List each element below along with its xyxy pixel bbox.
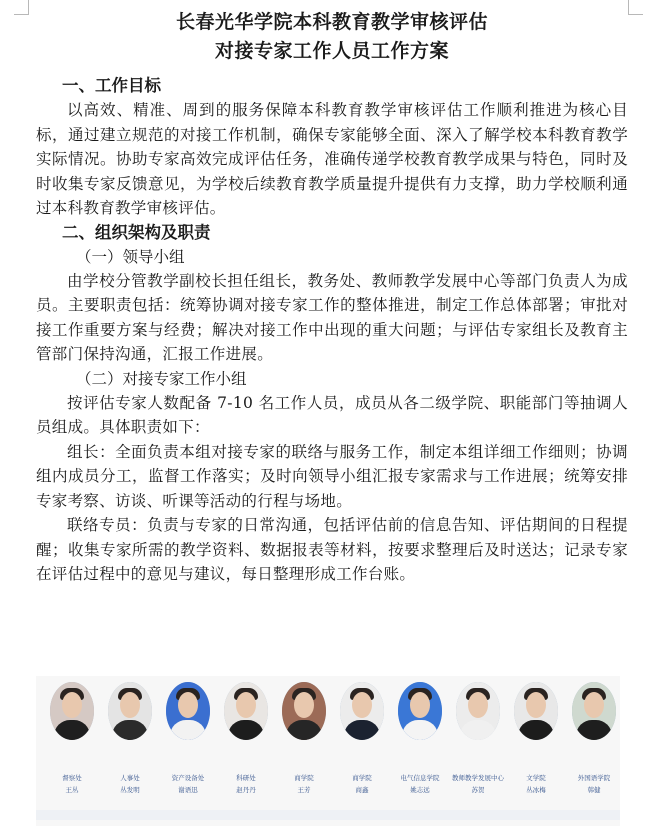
staff-name: 苏贺	[471, 786, 485, 794]
staff-name: 王芳	[297, 786, 311, 794]
liaison-paragraph: 联络专员：负责与专家的日常沟通，包括评估前的信息告知、评估期间的日程提醒；收集专家所需的教学资料、数据报表等材料，按要求整理后及时送达；记录专家在评估过程中的意见与建议，每日整理形成工作台账。	[36, 516, 628, 583]
staff-role: 教师教学发展中心	[452, 774, 504, 782]
staff-name: 姚志远	[410, 786, 430, 794]
staff-card	[449, 676, 507, 800]
staff-role: 督察处	[62, 774, 82, 782]
staff-photo	[514, 682, 558, 740]
document-title-line1: 长春光华学院本科教育教学审核评估	[175, 11, 488, 33]
document-body	[36, 8, 628, 587]
staff-card	[391, 676, 449, 800]
staff-photo-strip	[36, 676, 620, 826]
staff-card	[217, 676, 275, 800]
subsection2-heading: （二）对接专家工作小组	[76, 369, 247, 388]
staff-name: 谢语迅	[178, 786, 198, 794]
staff-card	[333, 676, 391, 800]
section1-paragraph: 以高效、精准、周到的服务保障本科教育教学审核评估工作顺利推进为核心目标，通过建立规范的对接工作机制，确保专家能够全面、深入了解学校本科教育教学实际情况。协助专家高效完成评估任务，准确传递学校教育教学成果与特色，同时及时收集专家反馈意见，为学校后续教育教学质量提升提供有力支撑，助力学校顺利通过本科教育教学审核评估。	[36, 101, 628, 217]
staff-card	[159, 676, 217, 800]
page-corner-mark-right	[628, 0, 643, 15]
staff-photo	[340, 682, 384, 740]
subsection1-paragraph: 由学校分管教学副校长担任组长，教务处、教师教学发展中心等部门负责人为成员。主要职责包括：统筹协调对接专家工作的整体推进，制定工作总体部署；审批对接工作重要方案与经费；解决对接工作中出现的重大问题；与评估专家组长及教育主管部门保持沟通，汇报工作进展。	[36, 271, 628, 363]
staff-role: 商学院	[294, 774, 314, 782]
section2-heading: 二、组织架构及职责	[62, 222, 211, 242]
staff-photo	[224, 682, 268, 740]
staff-card	[101, 676, 159, 800]
staff-card	[507, 676, 565, 800]
staff-role: 资产设备处	[171, 774, 205, 782]
staff-role: 商学院	[352, 774, 372, 782]
staff-role: 文学院	[526, 774, 546, 782]
staff-role: 人事处	[120, 774, 140, 782]
staff-card	[565, 676, 623, 800]
document-title-line2: 对接专家工作人员工作方案	[214, 40, 449, 62]
staff-photo	[282, 682, 326, 740]
staff-name: 丛冰梅	[526, 786, 546, 794]
staff-role: 科研处	[236, 774, 256, 782]
photo-strip-footer	[36, 810, 620, 820]
subsection2-paragraph: 按评估专家人数配备 7-10 名工作人员，成员从各二级学院、职能部门等抽调人员组成。具体职责如下：	[36, 393, 628, 436]
staff-name: 赵丹丹	[236, 786, 256, 794]
staff-name: 商鑫	[355, 786, 369, 794]
staff-photo	[456, 682, 500, 740]
staff-photo	[572, 682, 616, 740]
staff-photo	[398, 682, 442, 740]
staff-card	[43, 676, 101, 800]
staff-photo	[50, 682, 94, 740]
staff-name: 韩健	[587, 786, 601, 794]
section1-heading: 一、工作目标	[62, 76, 161, 95]
team-leader-paragraph: 组长：全面负责本组对接专家的联络与服务工作，制定本组详细工作细则；协调组内成员分工，监督工作落实；及时向领导小组汇报专家需求与工作进展；统筹安排专家考察、访谈、听课等活动的行程与场地。	[36, 442, 628, 510]
staff-name: 王丛	[65, 786, 79, 794]
staff-photo	[166, 682, 210, 740]
subsection1-heading: （一）领导小组	[76, 247, 185, 266]
staff-role: 外国语学院	[577, 774, 611, 782]
staff-name: 丛发明	[120, 786, 140, 794]
staff-photo	[108, 682, 152, 740]
page-corner-mark-left	[14, 0, 29, 15]
staff-card	[275, 676, 333, 800]
staff-role: 电气信息学院	[400, 774, 440, 782]
